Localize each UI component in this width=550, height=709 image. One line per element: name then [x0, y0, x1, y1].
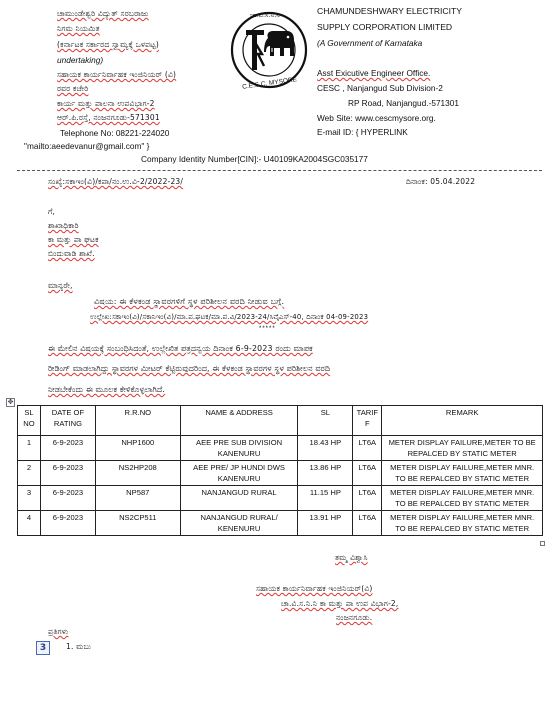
cell-tariff: LT6A	[353, 511, 382, 536]
table-move-handle[interactable]: ✥	[7, 398, 14, 406]
cell-sl: 13.91 HP	[298, 511, 353, 536]
cell-rr-no: NS2HP208	[95, 461, 180, 486]
cell-name-address: NANJANGUD RURAL	[180, 486, 298, 511]
col-remark: REMARK	[382, 406, 543, 436]
logo-bottom-text: C.E.S.C. MYSORE	[241, 76, 298, 91]
cell-rr-no: NP587	[95, 486, 180, 511]
cell-tariff: LT6A	[353, 461, 382, 486]
table-row	[18, 436, 543, 461]
corp-name-english: CHAMUNDESHWARY ELECTRICITY	[317, 6, 462, 16]
cell-remark: METER DISPLAY FAILURE,METER MNR. TO BE REPALCED BY STATIC METER	[382, 511, 543, 536]
table-row	[18, 511, 543, 536]
comment-annotation-icon[interactable]: 3	[36, 641, 50, 655]
logo-top-text: ಚಾ.ವಿ.ಸ.ನಿ.ನಿ	[250, 11, 280, 19]
salutation: ಮಾನ್ಯರೇ,	[48, 281, 73, 290]
website[interactable]: Web Site: www.cescmysore.org.	[317, 113, 436, 123]
cell-sl: 11.15 HP	[298, 486, 353, 511]
address-english: RP Road, Nanjangud.-571301	[348, 98, 460, 108]
recipient-branch: ಬಿಂದುವಾಡಿ ಶಾಖೆ.	[48, 249, 95, 258]
cell-sl-no: 1	[18, 436, 41, 461]
table-row	[18, 461, 543, 486]
corp-name-kannada: ಚಾಮುಂಡೇಶ್ವರಿ ವಿದ್ಯುತ್ ಸರಬರಾಜು	[57, 9, 149, 18]
cell-sl: 13.86 HP	[298, 461, 353, 486]
govt-undertaking-kannada: (ಕರ್ನಾಟಕ ಸರ್ಕಾರದ ಸ್ವಾಮ್ಯಕ್ಕೆ ಒಳಪಟ್ಟ)	[57, 40, 159, 49]
cell-rr-no: NHP1600	[95, 436, 180, 461]
col-sl: SL	[298, 406, 353, 436]
header-divider	[17, 170, 542, 171]
table-resize-handle[interactable]	[540, 541, 545, 546]
col-name-address: NAME & ADDRESS	[180, 406, 298, 436]
cell-sl: 18.43 HP	[298, 436, 353, 461]
office-title-kannada: ಸಹಾಯಕ ಕಾರ್ಯನಿರ್ವಾಹಕ ಇಂಜಿನಿಯರ್ (ವಿ)	[57, 70, 177, 79]
mail-link[interactable]: "mailto:aeedevanur@gmail.com" }	[24, 141, 150, 151]
cell-remark: METER DISPLAY FAILURE,METER MNR. TO BE REPALCED BY STATIC METER	[382, 461, 543, 486]
cell-date: 6-9-2023	[40, 436, 95, 461]
reference-number: ಸಂಖ್ಯೆ:ಸಕಾಇಂ(ವಿ)/ಕಪಾ/ನಂ.ಉ.ವಿ-2/2022-23/	[48, 177, 184, 186]
col-date-of-rating: DATE OF RATING	[40, 406, 95, 436]
table-row	[18, 486, 543, 511]
col-rr-no: R.R.NO	[95, 406, 180, 436]
cell-name-address: AEE PRE/ JP HUNDI DWS KANENURU	[180, 461, 298, 486]
address-kannada: ಆರ್.ಪಿ.ರಸ್ತೆ, ನಂಜನಗೂಡು-571301	[57, 113, 160, 122]
installations-table	[17, 405, 543, 536]
cell-sl-no: 2	[18, 461, 41, 486]
letter-date: ದಿನಾಂಕ: 05.04.2022	[406, 177, 476, 186]
cell-name-address: AEE PRE SUB DIVISION KANENURU	[180, 436, 298, 461]
signatory-office: ಚಾ.ವಿ.ಸ.ನಿ.ನಿ ಕಾ ಮತ್ತು ಪಾ ಉಪ ವಿಭಾಗ-2,	[281, 599, 399, 608]
recipient-unit: ಕಾ ಮತ್ತು ಪಾ ಘಟಕ	[48, 235, 99, 244]
email-id: E-mail ID: { HYPERLINK	[317, 127, 408, 137]
cell-sl-no: 3	[18, 486, 41, 511]
undertaking-text: undertaking)	[57, 55, 104, 65]
col-tariff: TARIF F	[353, 406, 382, 436]
body-line-3: ನೀಡಬೇಕೆಂದು ಈ ಮೂಲಕ ಕೇಳಿಕೊಳ್ಳಲಾಗಿದೆ.	[48, 385, 166, 394]
subject-line: ವಿಷಯ: ಈ ಕೆಳಕಂಡ ಸ್ಥಾವರಗಳಿಗೆ ಸ್ಥಳ ಪರಿಶೀಲನ ವರದಿ ನೀಡುವ ಬಗ್ಗೆ.	[94, 297, 285, 306]
copies-label: ಪ್ರತಿಗಳು	[48, 627, 69, 636]
reference-line: ಉಲ್ಲೇಖ:ಸಕಾಇಂ(ವಿ)/ಸಕಾನಿಇಂ(ವಿ)/ಮಾ.ಪ.ಘಟಕ/ಮಾ.ಪ.ವಿ/2023-24/ಸಿವೈಎಸ್-40, ದಿನಾಂಕ 04-09-2023	[90, 313, 369, 321]
corp-limited-english: SUPPLY CORPORATION LIMITED	[317, 22, 453, 32]
body-line-1: ಈ ಮೇಲಿನ ವಿಷಯಕ್ಕೆ ಸಂಬಂಧಿಸಿದಂತೆ, ಉಲ್ಲೇಖಿತ ಪತ್ರದನ್ವಯ ದಿನಾಂಕ 6-9-2023 ರಂದು ಮಾಪಕ	[48, 344, 313, 353]
body-line-2: ರೀಡಿಂಗ್ ಮಾಡಲಾಗಿದ್ದು ಸ್ಥಾವರಗಳ ಮೀಟರ್ ಕೆಟ್ಟಿರುವುದರಿಂದ, ಈ ಕೆಳಕಂಡ ಸ್ಥಾವರಗಳ ಸ್ಥಳ ಪರಿಶೀಲನ ವರದಿ	[48, 364, 331, 373]
cell-date: 6-9-2023	[40, 461, 95, 486]
table-header-row	[18, 406, 543, 436]
recipient-title: ಶಾಖಾಧಿಕಾರಿ	[48, 221, 79, 230]
cell-date: 6-9-2023	[40, 511, 95, 536]
signatory-place: ನಂಜನಗೂಡು.	[336, 613, 373, 622]
cell-name-address: NANJANGUD RURAL/ KENENURU	[180, 511, 298, 536]
cesc-logo	[228, 8, 310, 94]
subdivision-kannada: ಕಾರ್ಯ ಮತ್ತು ಪಾಲನಾ ಉಪವಿಭಾಗ-2	[57, 99, 155, 108]
cell-date: 6-9-2023	[40, 486, 95, 511]
office-kannada: ರವರ ಕಚೇರಿ	[57, 84, 89, 93]
cin-line: Company Identity Number[CIN]:- U40109KA2004SGC035177	[141, 154, 368, 164]
corp-limited-kannada: ನಿಗಮ ನಿಯಮಿತ	[57, 24, 100, 33]
to-label: ಗೆ,	[48, 207, 56, 216]
signatory-title: ಸಹಾಯಕ ಕಾರ್ಯನಿರ್ವಾಹಕ ಇಂಜಿನಿಯರ್(ವಿ)	[256, 584, 373, 593]
cell-remark: METER DISPLAY FAILURE,METER MNR. TO BE REPALCED BY STATIC METER	[382, 486, 543, 511]
copy-item-1: 1. ಮಬು	[66, 642, 92, 651]
office-english: Asst Exicutive Engineer Office.	[317, 68, 431, 78]
cell-tariff: LT6A	[353, 486, 382, 511]
cell-remark: METER DISPLAY FAILURE,METER TO BE REPALCED BY STATIC METER	[382, 436, 543, 461]
subdivision-english: CESC , Nanjangud Sub Division-2	[317, 83, 443, 93]
cell-sl-no: 4	[18, 511, 41, 536]
cell-tariff: LT6A	[353, 436, 382, 461]
cell-rr-no: NS2CP511	[95, 511, 180, 536]
signoff: ತಮ್ಮ ವಿಶ್ವಾಸಿ	[335, 553, 368, 562]
col-sl-no: SL NO	[18, 406, 41, 436]
govt-english: (A Government of Karnataka	[317, 38, 423, 48]
separator-stars: *****	[259, 326, 276, 332]
telephone: Telephone No: 08221-224020	[60, 128, 170, 138]
